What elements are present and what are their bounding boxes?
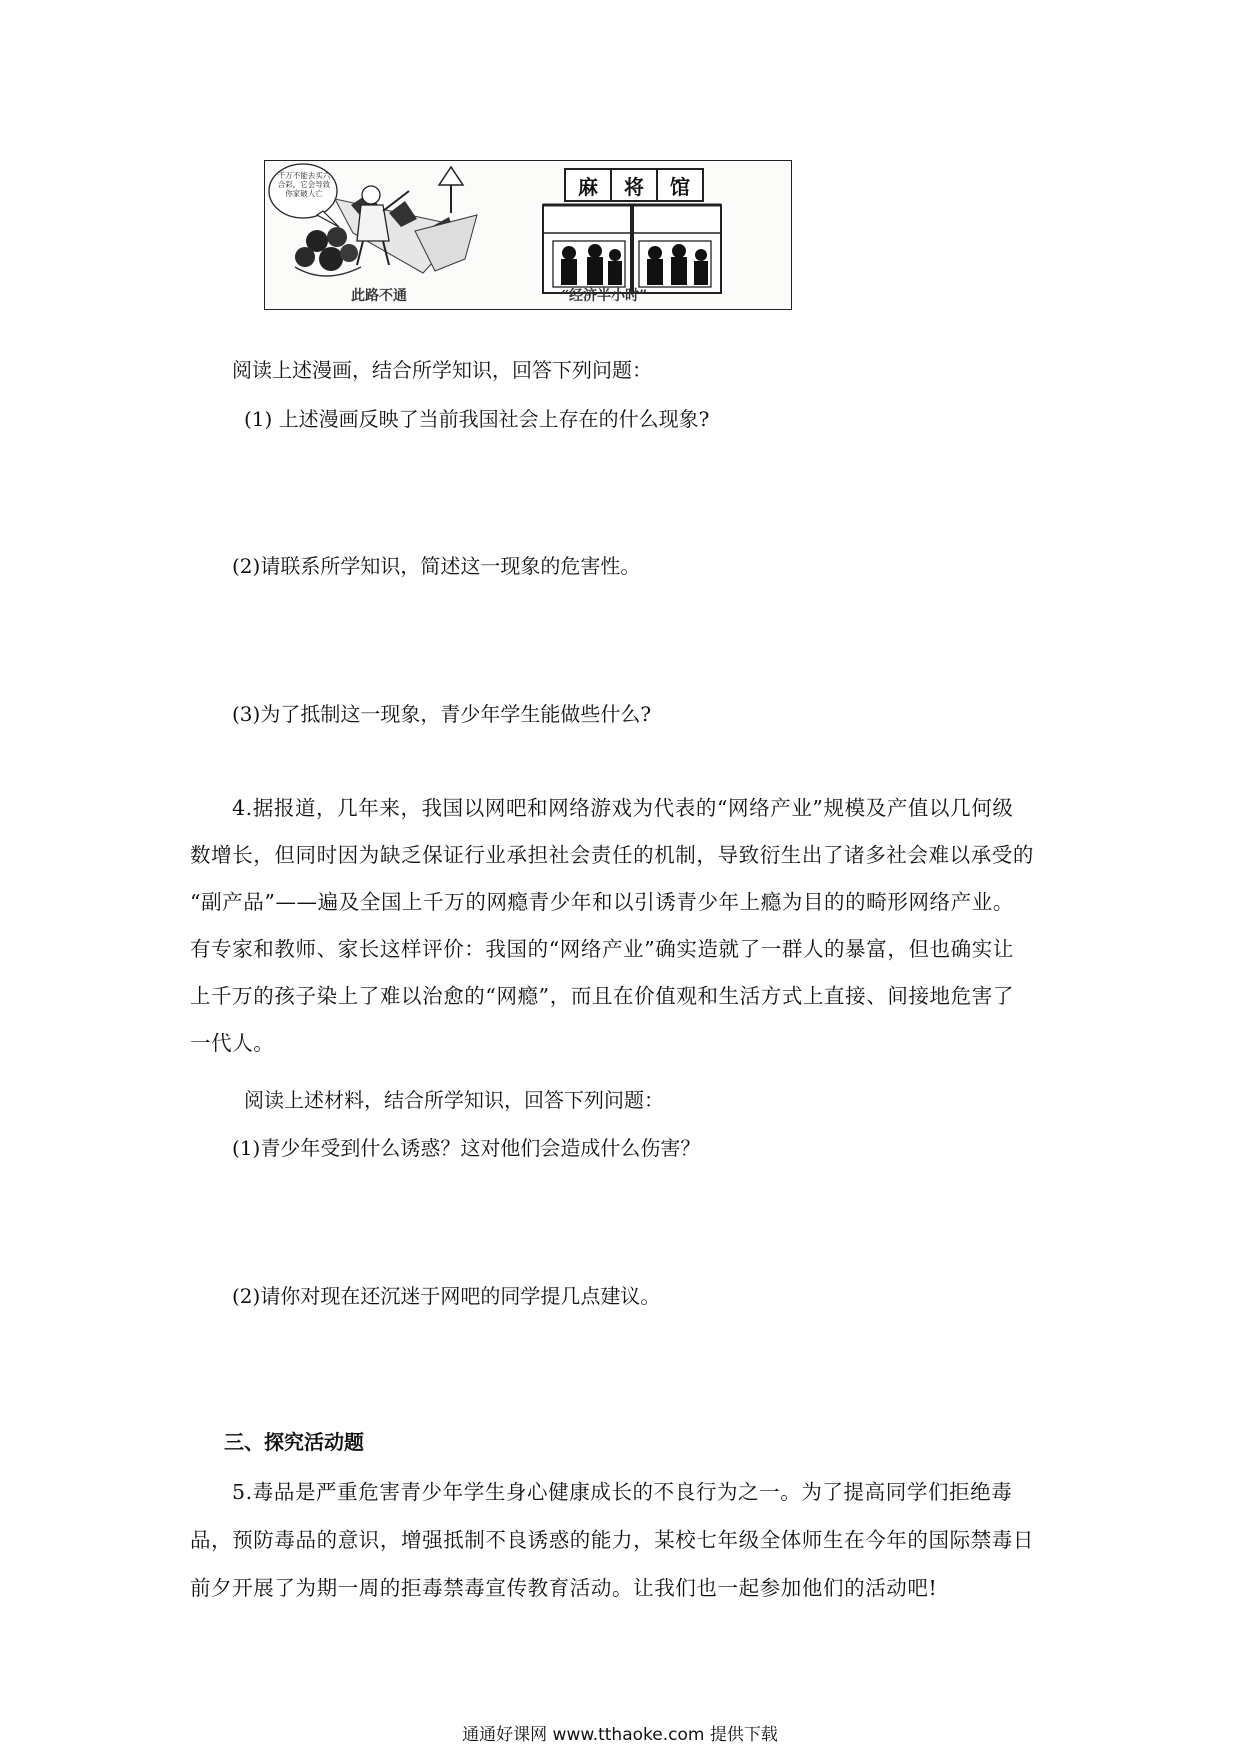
- q4-paragraph-line-6: 一代人。: [190, 1031, 275, 1055]
- q4-subquestion-1: (1)青少年受到什么诱惑？这对他们会造成什么伤害？: [232, 1136, 701, 1160]
- q5-paragraph-line-2: 品，预防毒品的意识，增强抵制不良诱惑的能力，某校七年级全体师生在今年的国际禁毒日: [190, 1528, 1034, 1552]
- q5-paragraph-line-3: 前夕开展了为期一周的拒毒禁毒宣传教育活动。让我们也一起参加他们的活动吧!: [190, 1576, 938, 1600]
- q4-intro: 阅读上述材料，结合所学知识，回答下列问题：: [244, 1088, 664, 1112]
- cartoon-figure: [264, 160, 792, 310]
- sign-char-2: 将: [624, 175, 644, 199]
- speech-bubble-text: 千万不能去买六合彩，它会导致你家破人亡: [277, 171, 331, 198]
- cartoon-caption-right: “经济半小时”: [561, 288, 648, 304]
- q5-paragraph-line-1: 5.毒品是严重危害青少年学生身心健康成长的不良行为之一。为了提高同学们拒绝毒: [232, 1480, 1013, 1504]
- q4-paragraph-line-1: 4.据报道，几年来，我国以网吧和网络游戏为代表的“网络产业”规模及产值以几何级: [232, 796, 1014, 820]
- q4-paragraph-line-3: “副产品”——遍及全国上千万的网瘾青少年和以引诱青少年上瘾为目的的畸形网络产业。: [190, 890, 1014, 914]
- q4-subquestion-2: (2)请你对现在还沉迷于网吧的同学提几点建议。: [232, 1284, 661, 1308]
- page-footer: 通通好课网 www.tthaoke.com 提供下载: [462, 1725, 778, 1745]
- q3-subquestion-2: (2)请联系所学知识，简述这一现象的危害性。: [232, 554, 641, 578]
- q4-paragraph-line-2: 数增长，但同时因为缺乏保证行业承担社会责任的机制，导致衍生出了诸多社会难以承受的: [190, 843, 1034, 867]
- q3-subquestion-3: (3)为了抵制这一现象，青少年学生能做些什么?: [232, 702, 652, 726]
- q3-intro: 阅读上述漫画，结合所学知识，回答下列问题：: [232, 358, 652, 382]
- section-title: 三、探究活动题: [224, 1430, 364, 1454]
- cartoon-caption-left: 此路不通: [351, 288, 407, 304]
- sign-char-3: 馆: [670, 175, 690, 199]
- q3-subquestion-1: (1) 上述漫画反映了当前我国社会上存在的什么现象?: [244, 407, 710, 431]
- q4-paragraph-line-5: 上千万的孩子染上了难以治愈的“网瘾”，而且在价值观和生活方式上直接、间接地危害了: [190, 984, 1014, 1008]
- cartoon-illustration: [265, 161, 793, 311]
- q4-paragraph-line-4: 有专家和教师、家长这样评价：我国的“网络产业”确实造就了一群人的暴富，但也确实让: [190, 937, 1014, 961]
- sign-char-1: 麻: [578, 175, 598, 199]
